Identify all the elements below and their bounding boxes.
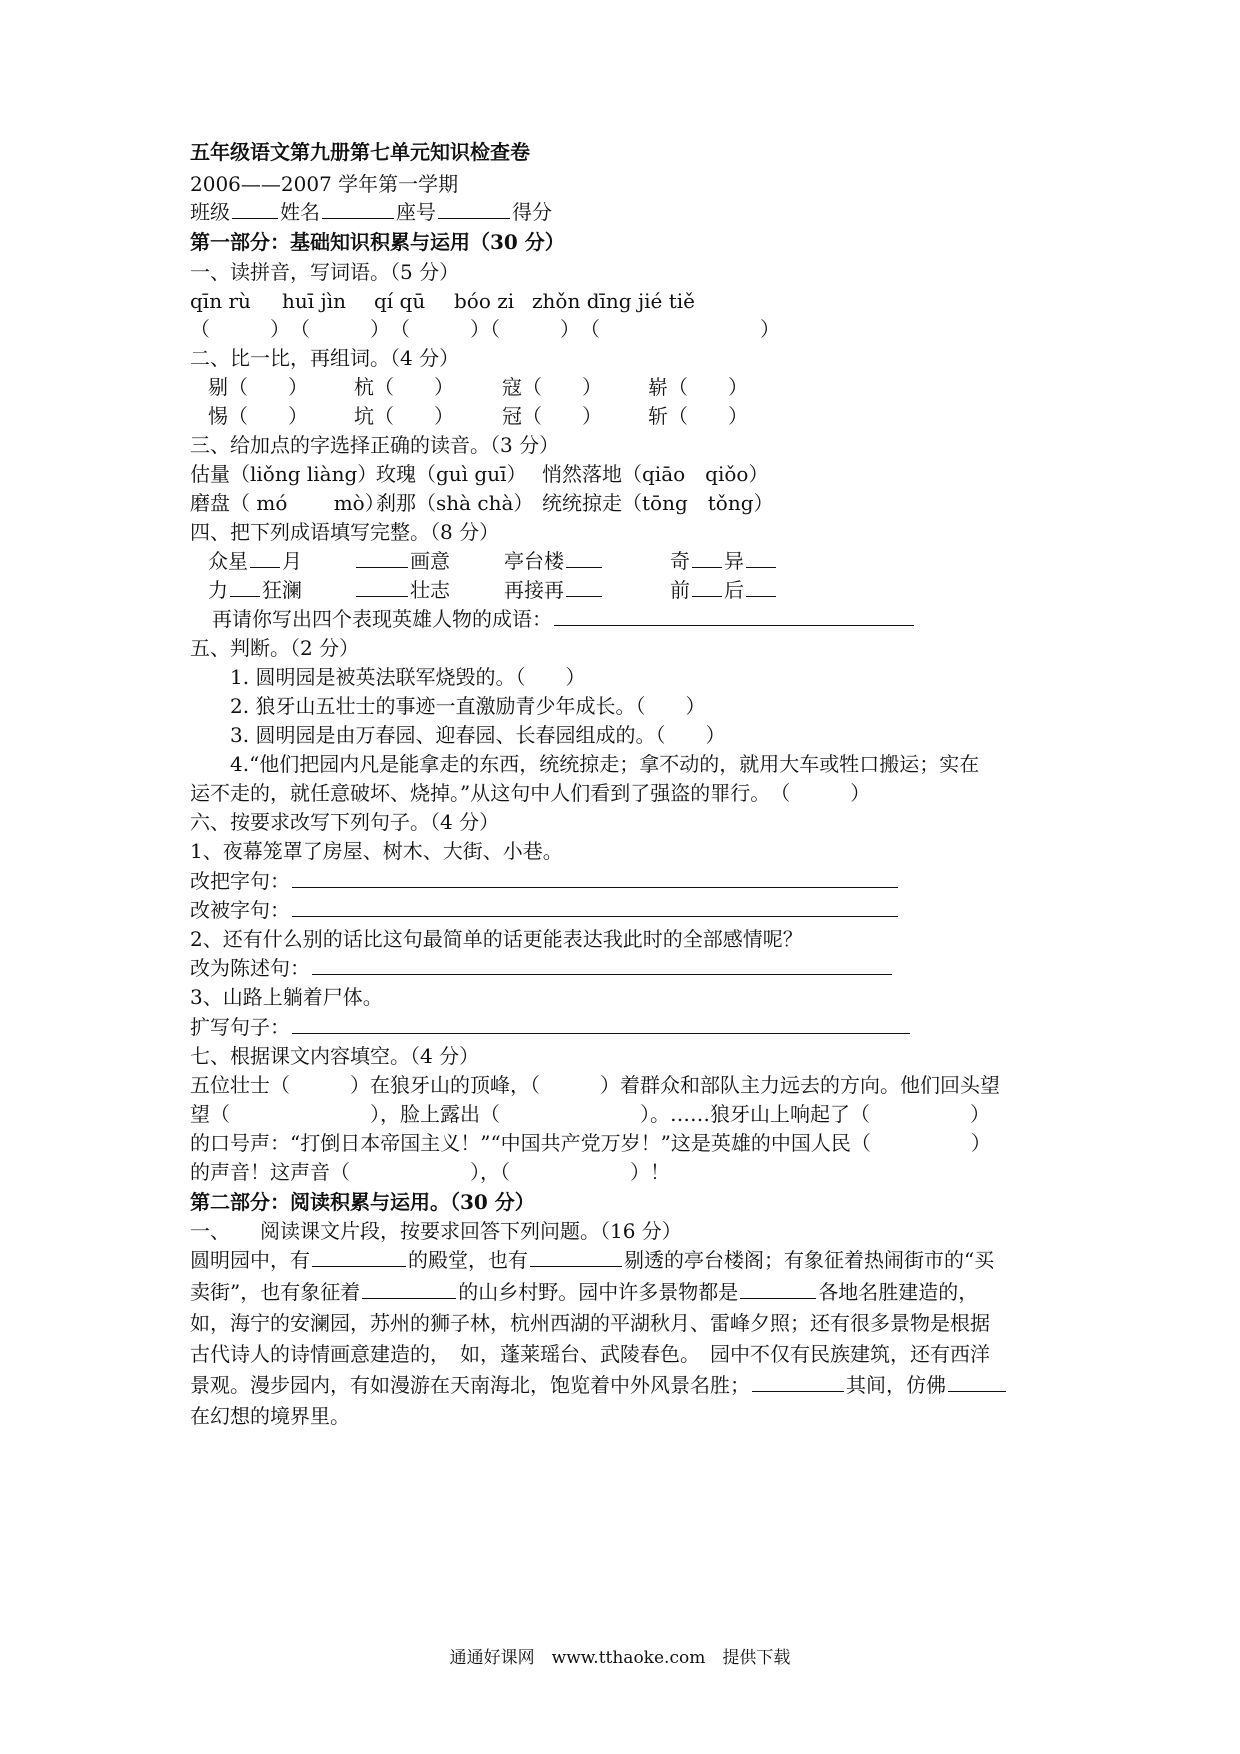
passage-blank[interactable] [530,1244,622,1267]
class-blank[interactable] [232,196,278,219]
name-blank[interactable] [322,196,394,219]
idiom-part: 后 [724,578,744,602]
idiom-blank[interactable] [356,574,408,597]
idiom-blank[interactable] [746,545,776,568]
term-line: 2006——2007 学年第一学期 [190,172,459,196]
passage-line4: 古代诗人的诗情画意建造的， 如，蓬莱瑶台、武陵春色。 园中不仅有民族建筑，还有西洋 [190,1342,990,1366]
idiom-part: 画意 [410,549,450,573]
judge-item[interactable]: 2. 狼牙山五壮士的事迹一直激励青少年成长。（ ） [230,694,706,718]
idiom-part: 异 [724,549,744,573]
judge-item-4-line1: 4.“他们把园内凡是能拿走的东西，统统掠走；拿不动的，就用大车或牲口搬运；实在 [230,752,980,776]
idiom-blank[interactable] [566,574,602,597]
passage-blank[interactable] [362,1276,456,1299]
q3-row1 [190,458,768,490]
part1-heading: 第一部分：基础知识积累与运用（30 分） [190,230,565,254]
idiom-blank[interactable] [356,545,408,568]
passage-line2 [190,1276,978,1308]
ba-sentence-blank[interactable] [292,865,898,888]
idiom-part: 奇 [670,549,690,573]
compare-word[interactable]: 杭（ ） [354,375,454,399]
declarative-blank[interactable] [312,952,892,975]
passage-text: 的殿堂，也有 [408,1248,528,1272]
bei-sentence-blank[interactable] [292,894,898,917]
q1-title: 一、读拼音，写词语。（5 分） [190,260,460,284]
idiom-blank[interactable] [692,545,722,568]
passage-text: 的山乡村野。园中许多景物都是 [458,1280,739,1304]
judge-item[interactable]: 3. 圆明园是由万春园、迎春园、长春园组成的。（ ） [230,723,726,747]
idiom-blank[interactable] [692,574,722,597]
reading-choice[interactable]: 统统掠走（tōng tǒng） [542,491,774,515]
q2-row2 [208,400,748,432]
idiom-blank[interactable] [230,574,260,597]
compare-word[interactable]: 坑（ ） [354,404,454,428]
hero-idioms-blank[interactable] [554,603,914,626]
part2-heading: 第二部分：阅读积累与运用。（30 分） [190,1190,535,1214]
passage-text: 景观。漫步园内，有如漫游在天南海北，饱览着中外风景名胜； [190,1373,750,1397]
passage-blank[interactable] [948,1369,1006,1392]
passage-text: 剔透的亭台楼阁；有象征着热闹街市的“买 [624,1248,995,1272]
expand-label: 扩写句子： [190,1015,290,1039]
q4-extra [212,603,916,635]
q3-title: 三、给加点的字选择正确的读音。（3 分） [190,433,560,457]
ba-sentence-row [190,865,900,897]
q4-row2 [208,574,778,606]
idiom-part: 壮志 [410,578,450,602]
expand-blank[interactable] [292,1011,910,1034]
ba-label: 改把字句： [190,869,290,893]
compare-word[interactable]: 寇（ ） [502,375,602,399]
idiom-part: 再接再 [504,578,564,602]
idiom-blank[interactable] [746,574,776,597]
q7-line3[interactable]: 的口号声：“打倒日本帝国主义！”“中国共产党万岁！”这是英雄的中国人民（ ） [190,1131,991,1155]
seat-label: 座号 [396,200,436,224]
pinyin-item: huī jìn [282,289,346,313]
q7-line2[interactable]: 望（ ），脸上露出（ ）。……狼牙山上响起了（ ） [190,1102,990,1126]
idiom-blank[interactable] [250,545,280,568]
q6-sentence3: 3、山路上躺着尸体。 [190,985,383,1009]
declarative-label: 改为陈述句： [190,956,310,980]
judge-item-4-line2[interactable]: 运不走的，就任意破坏、烧掉。”从这句中人们看到了强盗的罪行。 （ ） [190,781,871,805]
passage-line6: 在幻想的境界里。 [190,1404,350,1428]
passage-text: 其间，仿佛 [846,1373,946,1397]
compare-word[interactable]: 惕（ ） [208,404,308,428]
pinyin-item: qīn rù [190,289,251,313]
q6-sentence2: 2、还有什么别的话比这句最简单的话更能表达我此时的全部感情呢？ [190,927,803,951]
bei-sentence-row [190,894,900,926]
compare-word[interactable]: 剔（ ） [208,375,308,399]
expand-row [190,1011,912,1043]
q7-title: 七、根据课文内容填空。（4 分） [190,1044,480,1068]
pinyin-item: zhǒn dīng jié tiě [532,289,695,313]
bei-label: 改被字句： [190,898,290,922]
q3-row2 [190,487,774,519]
q2-title: 二、比一比，再组词。（4 分） [190,346,460,370]
q6-sentence1: 1、夜幕笼罩了房屋、树木、大街、小巷。 [190,839,563,863]
passage-line3: 如，海宁的安澜园，苏州的狮子林，杭州西湖的平湖秋月、雷峰夕照；还有很多景物是根据 [190,1311,990,1335]
q6-title: 六、按要求改写下列句子。（4 分） [190,810,500,834]
passage-line5 [190,1369,1008,1401]
reading-choice[interactable]: 悄然落地（qiāo qiǒo） [542,462,769,486]
passage-blank[interactable] [312,1244,406,1267]
idiom-blank[interactable] [566,545,602,568]
idiom-part: 月 [282,549,302,573]
q7-line4[interactable]: 的声音！这声音（ ），（ ）！ [190,1160,670,1184]
exam-title: 五年级语文第九册第七单元知识检查卷 [190,140,530,164]
name-label: 姓名 [280,200,320,224]
q1-answer-blanks[interactable]: （ ） （ ） （ ）（ ） （ ） [190,317,780,341]
q5-title: 五、判断。（2 分） [190,636,360,660]
pinyin-item: bóo zi [454,289,515,313]
seat-blank[interactable] [438,196,510,219]
idiom-part: 前 [670,578,690,602]
compare-word[interactable]: 冠（ ） [502,404,602,428]
score-label: 得分 [512,200,552,224]
q4-title: 四、把下列成语填写完整。（8 分） [190,520,500,544]
q7-line1[interactable]: 五位壮士（ ）在狼牙山的顶峰，（ ）着群众和部队主力远去的方向。他们回头望 [190,1073,1000,1097]
page-footer: 通通好课网 www.tthaoke.com 提供下载 [449,1648,791,1668]
reading-choice[interactable]: 玫瑰（guì guī） [376,462,527,486]
passage-text: 圆明园中，有 [190,1248,310,1272]
idiom-part: 亭台楼 [504,549,564,573]
pinyin-item: qí qū [374,289,426,313]
q4-row1 [208,545,778,577]
reading-choice[interactable]: 刹那（shà chà） [376,491,534,515]
idiom-part: 狂澜 [262,578,302,602]
compare-word[interactable]: 崭（ ） [648,375,748,399]
idiom-part: 力 [208,578,228,602]
q4-extra-label: 再请你写出四个表现英雄人物的成语： [212,607,552,631]
student-info-line [190,196,552,228]
r1-title: 一、 阅读课文片段，按要求回答下列问题。（16 分） [190,1219,682,1243]
reading-choice[interactable]: 磨盘（ mó mò） [190,491,385,515]
passage-text: 各地名胜建造的， [818,1280,979,1304]
passage-blank[interactable] [740,1276,816,1299]
passage-blank[interactable] [752,1369,844,1392]
judge-item[interactable]: 1. 圆明园是被英法联军烧毁的。（ ） [230,665,586,689]
declarative-row [190,952,894,984]
idiom-part: 众星 [208,549,248,573]
passage-text: 卖街”，也有象征着 [190,1280,361,1304]
passage-line1 [190,1244,994,1276]
q2-row1 [208,371,748,403]
class-label: 班级 [190,200,230,224]
reading-choice[interactable]: 估量（liǒng liàng） [190,462,378,486]
compare-word[interactable]: 斩（ ） [648,404,748,428]
